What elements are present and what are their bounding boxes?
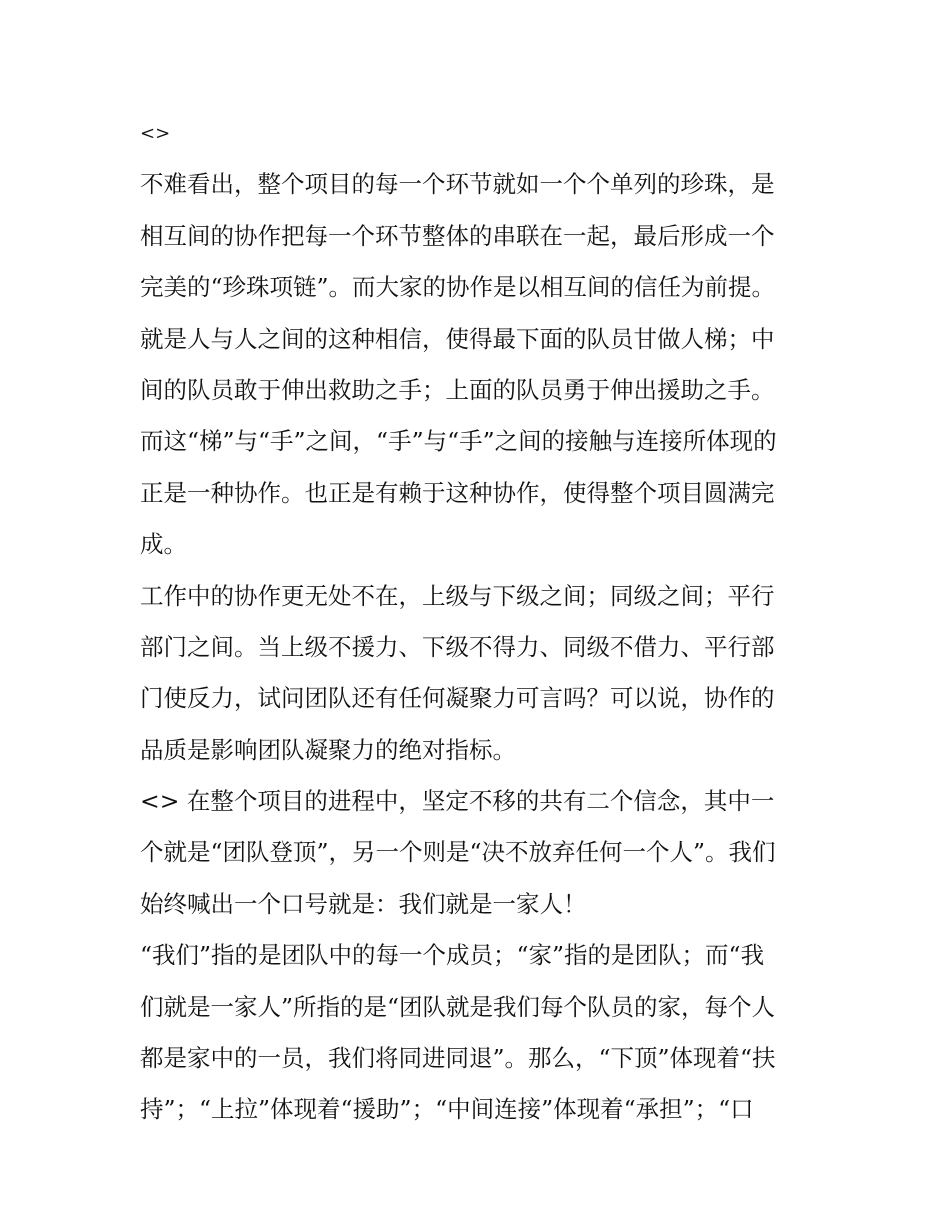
text-line: 部门之间。当上级不援力、下级不得力、同级不借力、平行部	[140, 632, 775, 661]
text-line: “我们”指的是团队中的每一个成员；“家”指的是团队；而“我	[140, 941, 765, 970]
text-line: 间的队员敢于伸出救助之手；上面的队员勇于伸出援助之手。	[140, 375, 775, 404]
text-line: 工作中的协作更无处不在，上级与下级之间；同级之间；平行	[140, 581, 775, 610]
text-line: 相互间的协作把每一个环节整体的串联在一起，最后形成一个	[140, 221, 775, 250]
text-line: 个就是“团队登顶”，另一个则是“决不放弃任何一个人”。我们	[140, 838, 776, 867]
text-line: 们就是一家人”所指的是“团队就是我们每个队员的家，每个人	[140, 992, 776, 1021]
text-line: 而这“梯”与“手”之间，“手”与“手”之间的接触与连接所体现的	[140, 427, 777, 456]
section-marker: <>	[140, 123, 171, 144]
text-line: 门使反力，试问团队还有任何凝聚力可言吗？可以说，协作的	[140, 684, 775, 713]
text-line: <> 在整个项目的进程中，坚定不移的共有二个信念，其中一	[140, 787, 775, 816]
text-line: 都是家中的一员，我们将同进同退”。那么，“下顶”体现着“扶	[140, 1044, 776, 1073]
text-line: 完美的“珍珠项链”。而大家的协作是以相互间的信任为前提。	[140, 273, 776, 302]
text-line: 持”；“上拉”体现着“援助”；“中间连接”体现着“承担”；“口	[140, 1095, 754, 1124]
text-line: 品质是影响团队凝聚力的绝对指标。	[140, 735, 516, 764]
text-line: 始终喊出一个口号就是：我们就是一家人！	[140, 889, 587, 918]
text-line: 正是一种协作。也正是有赖于这种协作，使得整个项目圆满完	[140, 478, 775, 507]
text-line: 成。	[140, 530, 187, 559]
text-line: 就是人与人之间的这种相信，使得最下面的队员甘做人梯；中	[140, 324, 775, 353]
document-body	[140, 108, 812, 1136]
text-line: 不难看出，整个项目的每一个环节就如一个个单列的珍珠，是	[140, 170, 775, 199]
